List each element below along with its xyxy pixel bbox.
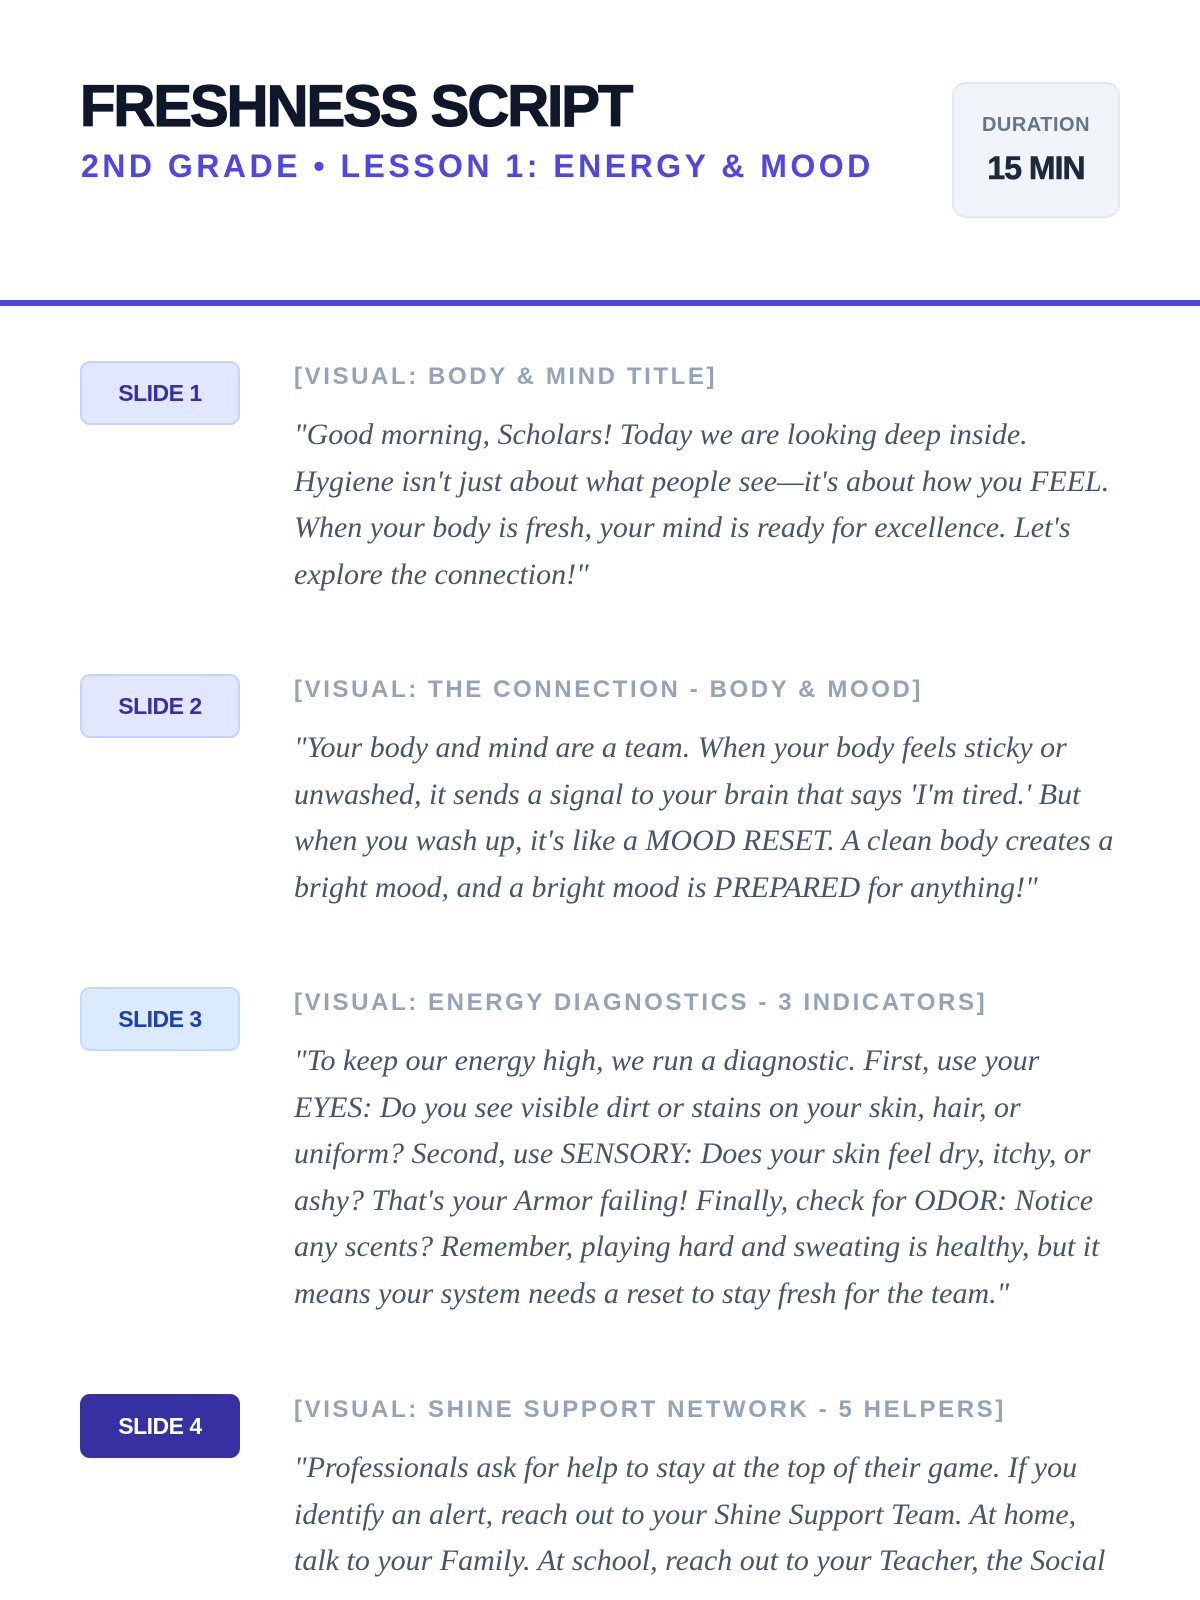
slide-3-visual-cue: [VISUAL: ENERGY DIAGNOSTICS - 3 INDICATORS] xyxy=(294,989,988,1016)
slide-section-3 xyxy=(0,932,1200,1339)
slide-2-script: "Your body and mind are a team. When your body feels sticky or unwashed, it sends a signal to your brain that says 'I'm tired.' But when you wash up, it's like a MOOD RESET. A clean body creates a bright mood, and a bright mood is PREPARED for anything!" xyxy=(294,731,1114,904)
slide-3-badge[interactable]: SLIDE 3 xyxy=(80,987,240,1051)
duration-value: 15 MIN xyxy=(987,150,1085,186)
slide-4-script: "Professionals ask for help to stay at the top of their game. If you identify an alert, reach out to your Shine Support Team. At home, talk to your Family. At school, reach out to your Teacher, the Social xyxy=(294,1451,1106,1577)
slide-2-badge[interactable]: SLIDE 2 xyxy=(80,674,240,738)
slide-section-4 xyxy=(0,1339,1200,1599)
slide-1-badge[interactable]: SLIDE 1 xyxy=(80,361,240,425)
slide-1-script: "Good morning, Scholars! Today we are looking deep inside. Hygiene isn't just about what people see—it's about how you FEEL. When your body is fresh, your mind is ready for excellence. Let's explore the connection!" xyxy=(294,418,1110,591)
slide-3-script: "To keep our energy high, we run a diagnostic. First, use your EYES: Do you see visible dirt or stains on your skin, hair, or uniform? Second, use SENSORY: Does your skin feel dry, itchy, or ashy? That's your Armor failing! Finally, check for ODOR: Notice any scents? Remember, playing hard and sweating is healthy, but it means your system needs a reset to stay fresh for the team." xyxy=(294,1044,1100,1310)
slide-1-visual-cue: [VISUAL: BODY & MIND TITLE] xyxy=(294,363,718,390)
slide-4-badge[interactable]: SLIDE 4 xyxy=(80,1394,240,1458)
duration-card xyxy=(952,82,1120,218)
slide-section-2 xyxy=(0,619,1200,932)
slide-list xyxy=(0,306,1200,1599)
duration-label: DURATION xyxy=(981,114,1091,136)
page-title: FRESHNESS SCRIPT xyxy=(80,74,632,139)
script-header xyxy=(0,0,1200,300)
slide-4-visual-cue: [VISUAL: SHINE SUPPORT NETWORK - 5 HELPERS] xyxy=(294,1396,1006,1423)
slide-2-visual-cue: [VISUAL: THE CONNECTION - BODY & MOOD] xyxy=(294,676,924,703)
lesson-subtitle: 2ND GRADE • LESSON 1: ENERGY & MOOD xyxy=(81,148,874,184)
slide-section-1 xyxy=(0,306,1200,619)
